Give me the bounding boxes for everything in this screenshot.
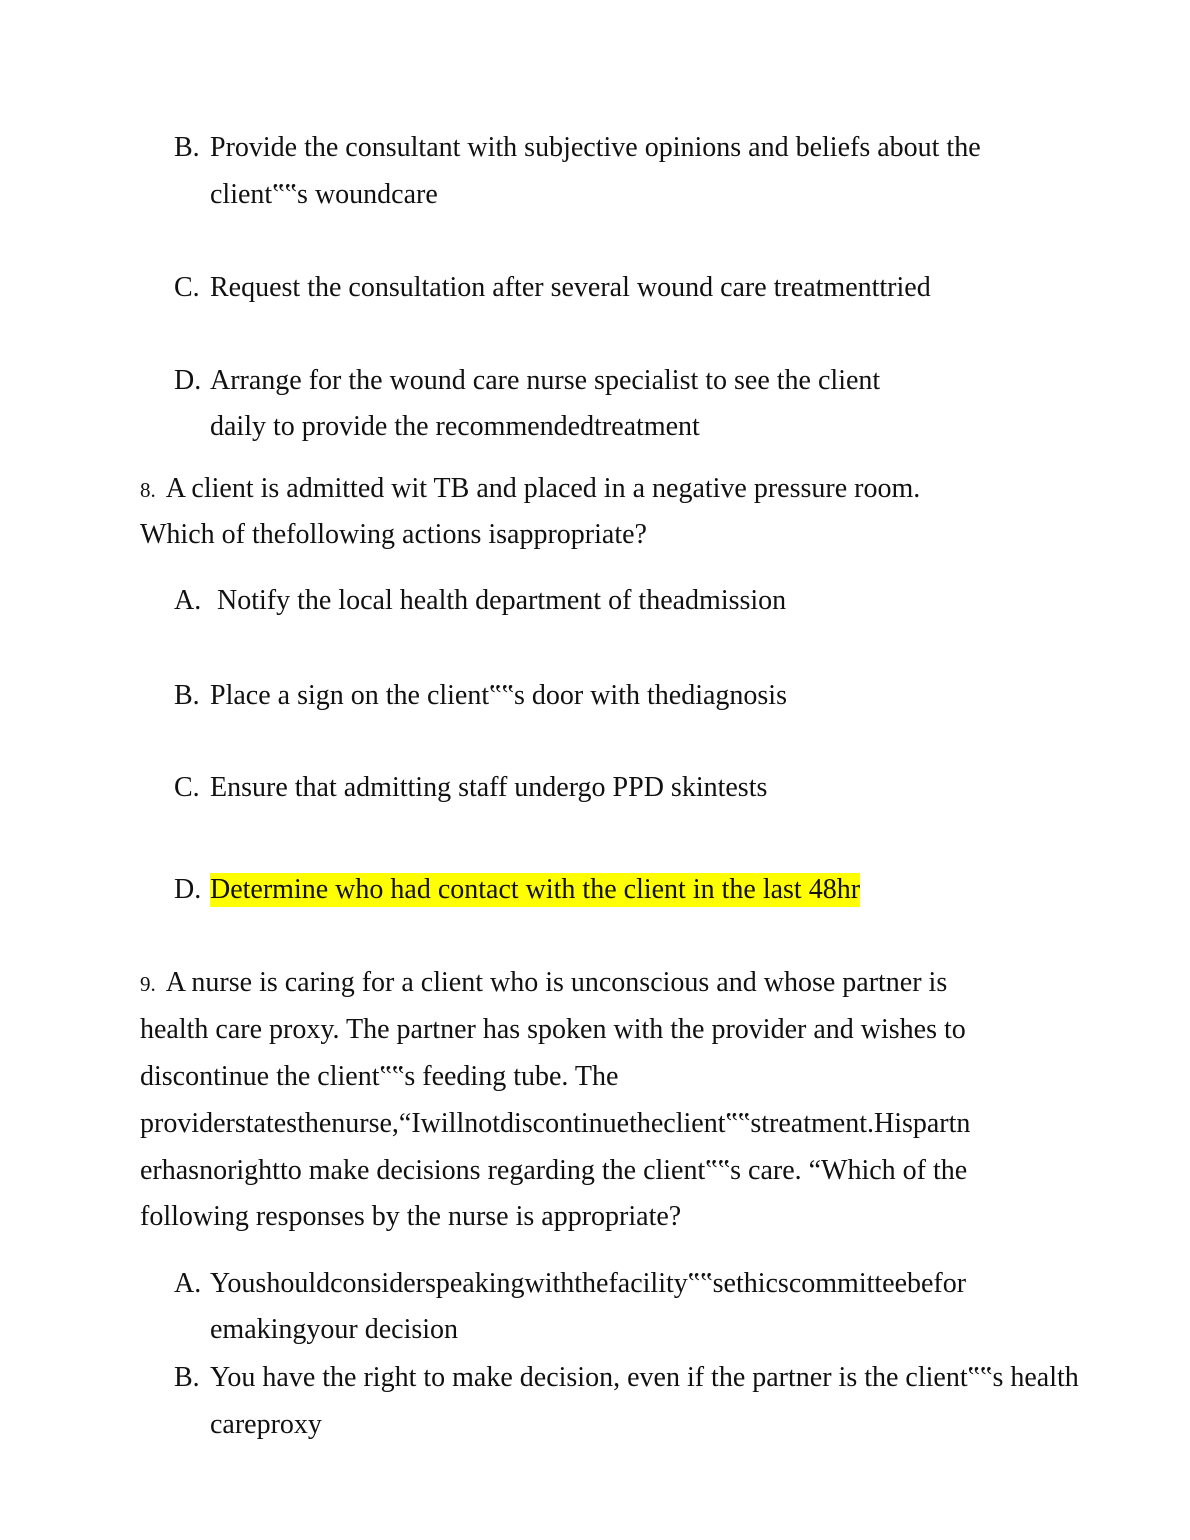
option-letter: B.: [174, 132, 200, 163]
question-text: A nurse is caring for a client who is unconscious and whose partner is: [165, 967, 948, 998]
question-stem-line: Which of thefollowing actions isappropriate?: [140, 519, 647, 550]
question-number: 8.: [140, 478, 156, 502]
option-letter: C.: [174, 772, 200, 803]
question-stem-line: following responses by the nurse is appropriate?: [140, 1201, 682, 1232]
option-text: Arrange for the wound care nurse specialist to see the client: [210, 365, 881, 396]
option-text: emakingyour decision: [210, 1314, 459, 1345]
option-text: Youshouldconsiderspeakingwiththefacility‟‟sethicscommitteebefor: [210, 1268, 967, 1299]
option-text: Notify the local health department of theadmission: [217, 585, 787, 616]
option-letter: D.: [174, 874, 202, 905]
option-text: Provide the consultant with subjective opinions and beliefs about the: [210, 132, 981, 163]
option-text: Place a sign on the client‟‟s door with thediagnosis: [210, 680, 787, 711]
option-letter: D.: [174, 365, 202, 396]
option-text: daily to provide the recommendedtreatment: [210, 411, 700, 442]
option-text: Ensure that admitting staff undergo PPD skintests: [210, 772, 768, 803]
question-text: A client is admitted wit TB and placed in a negative pressure room.: [165, 473, 921, 504]
option-letter: A.: [174, 585, 202, 616]
option-text: You have the right to make decision, even if the partner is the client‟‟s health: [210, 1362, 1079, 1393]
option-letter: B.: [174, 680, 200, 711]
option-letter: B.: [174, 1362, 200, 1393]
option-text: careproxy: [210, 1409, 322, 1440]
option-text: client‟‟s woundcare: [210, 179, 438, 210]
question-stem-line: discontinue the client‟‟s feeding tube. The: [140, 1061, 619, 1092]
option-letter: A.: [174, 1268, 202, 1299]
question-stem-line: providerstatesthenurse,“Iwillnotdiscontinuetheclient‟‟streatment.Hispartn: [140, 1108, 971, 1139]
question-number: 9.: [140, 972, 156, 996]
question-stem-line: [140, 966, 947, 1001]
question-stem-line: [140, 472, 920, 507]
highlighted-answer-text: Determine who had contact with the client in the last 48hr: [210, 874, 861, 905]
option-letter: C.: [174, 272, 200, 303]
option-text: Request the consultation after several wound care treatmenttried: [210, 272, 931, 303]
question-stem-line: erhasnorightto make decisions regarding the client‟‟s care. “Which of the: [140, 1155, 968, 1186]
question-stem-line: health care proxy. The partner has spoken with the provider and wishes to: [140, 1014, 966, 1045]
